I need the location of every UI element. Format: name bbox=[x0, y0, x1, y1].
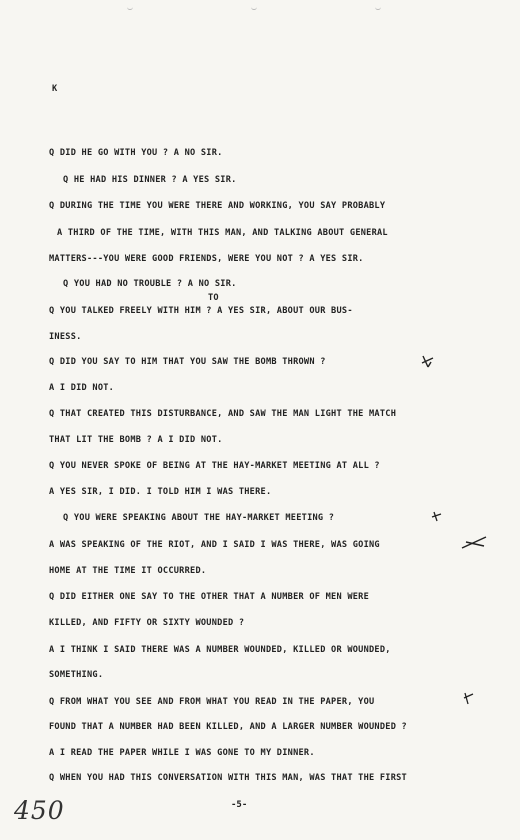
transcript-line: Q HE HAD HIS DINNER ? A YES SIR. bbox=[63, 175, 237, 185]
punch-mark bbox=[375, 3, 381, 10]
transcript-line: Q DURING THE TIME YOU WERE THERE AND WORKING, YOU SAY PROBABLY bbox=[49, 201, 386, 211]
transcript-line: Q YOU HAD NO TROUBLE ? A NO SIR. bbox=[63, 279, 237, 289]
page-number: -5- bbox=[231, 800, 248, 810]
handwritten-number: 450 bbox=[14, 796, 65, 825]
transcript-line: Q DID YOU SAY TO HIM THAT YOU SAW THE BOMB THROWN ? bbox=[49, 357, 326, 367]
punch-mark bbox=[127, 3, 133, 10]
transcript-line: A I READ THE PAPER WHILE I WAS GONE TO MY DINNER. bbox=[49, 748, 315, 758]
check-mark-icon bbox=[430, 510, 444, 524]
transcript-line: HOME AT THE TIME IT OCCURRED. bbox=[49, 566, 207, 576]
transcript-line: FOUND THAT A NUMBER HAD BEEN KILLED, AND A LARGER NUMBER WOUNDED ? bbox=[49, 722, 407, 732]
transcript-line: A I THINK I SAID THERE WAS A NUMBER WOUNDED, KILLED OR WOUNDED, bbox=[49, 645, 391, 655]
check-mark-icon bbox=[420, 354, 436, 370]
check-mark-icon bbox=[462, 690, 476, 708]
transcript-line: Q YOU NEVER SPOKE OF BEING AT THE HAY-MARKET MEETING AT ALL ? bbox=[49, 461, 380, 471]
punch-mark bbox=[251, 3, 257, 10]
transcript-line: A THIRD OF THE TIME, WITH THIS MAN, AND TALKING ABOUT GENERAL bbox=[57, 228, 388, 238]
transcript-line: SOMETHING. bbox=[49, 670, 104, 680]
transcript-line: Q DID HE GO WITH YOU ? A NO SIR. bbox=[49, 148, 223, 158]
transcript-line: Q THAT CREATED THIS DISTURBANCE, AND SAW THE MAN LIGHT THE MATCH bbox=[49, 409, 397, 419]
transcript-line: Q DID EITHER ONE SAY TO THE OTHER THAT A NUMBER OF MEN WERE bbox=[49, 592, 370, 602]
transcript-line: A I DID NOT. bbox=[49, 383, 115, 393]
transcript-line: Q YOU TALKED FREELY WITH HIM ? A YES SIR, ABOUT OUR BUS- bbox=[49, 306, 353, 316]
transcript-line: A WAS SPEAKING OF THE RIOT, AND I SAID I WAS THERE, WAS GOING bbox=[49, 540, 380, 550]
transcript-line: INESS. bbox=[49, 332, 82, 342]
transcript-line: A YES SIR, I DID. I TOLD HIM I WAS THERE. bbox=[49, 487, 272, 497]
transcript-line: Q FROM WHAT YOU SEE AND FROM WHAT YOU READ IN THE PAPER, YOU bbox=[49, 697, 375, 707]
section-marker: K bbox=[52, 84, 58, 94]
transcript-line: KILLED, AND FIFTY OR SIXTY WOUNDED ? bbox=[49, 618, 245, 628]
transcript-line: Q WHEN YOU HAD THIS CONVERSATION WITH THIS MAN, WAS THAT THE FIRST bbox=[49, 773, 407, 783]
transcript-line: Q YOU WERE SPEAKING ABOUT THE HAY-MARKET MEETING ? bbox=[63, 513, 335, 523]
transcript-line: MATTERS---YOU WERE GOOD FRIENDS, WERE YOU NOT ? A YES SIR. bbox=[49, 254, 364, 264]
strike-mark-icon bbox=[460, 534, 490, 554]
transcript-line: THAT LIT THE BOMB ? A I DID NOT. bbox=[49, 435, 223, 445]
interlinear-insert: TO bbox=[208, 293, 219, 303]
